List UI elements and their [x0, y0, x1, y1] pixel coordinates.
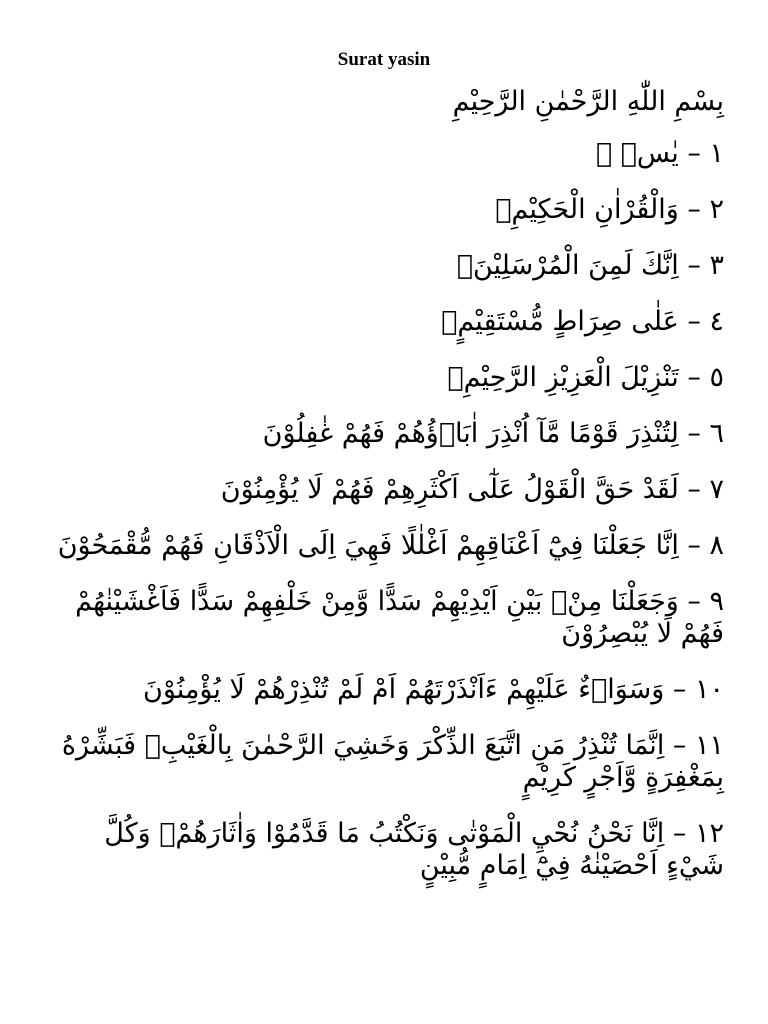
verse-12: ١٢ – اِنَّا نَحْنُ نُحْيِ الْمَوْتٰى وَنَكْتُبُ مَا قَدَّمُوْا وَاٰثَارَهُمْۗ وَكُلَّ شَيْءٍ اَحْصَيْنٰهُ فِيْٓ اِمَامٍ مُّبِيْنٍ [104, 818, 724, 881]
verse-9: ٩ – وَجَعَلْنَا مِنْۢ بَيْنِ اَيْدِيْهِمْ سَدًّا وَّمِنْ خَلْفِهِمْ سَدًّا فَاَغْشَيْنٰهُمْ فَهُمْ لَا يُبْصِرُوْنَ [75, 586, 724, 649]
verse-7: ٧ – لَقَدْ حَقَّ الْقَوْلُ عَلٰٓى اَكْثَرِهِمْ فَهُمْ لَا يُؤْمِنُوْنَ [220, 474, 724, 505]
basmala: بِسْمِ اللّٰهِ الرَّحْمٰنِ الرَّحِيْمِ [452, 86, 724, 117]
verse-1: ١ – يٰسۤ ۚ [595, 138, 724, 169]
verse-4: ٤ – عَلٰى صِرَاطٍ مُّسْتَقِيْمٍۗ [441, 306, 724, 337]
verse-5: ٥ – تَنْزِيْلَ الْعَزِيْزِ الرَّحِيْمِۙ [447, 362, 724, 393]
verse-list [44, 86, 724, 906]
verse-6: ٦ – لِتُنْذِرَ قَوْمًا مَّآ اُنْذِرَ اٰبَاۤؤُهُمْ فَهُمْ غٰفِلُوْنَ [262, 418, 724, 449]
verse-10: ١٠ – وَسَوَاۤءٌ عَلَيْهِمْ ءَاَنْذَرْتَهُمْ اَمْ لَمْ تُنْذِرْهُمْ لَا يُؤْمِنُوْنَ [143, 674, 724, 705]
verse-8: ٨ – اِنَّا جَعَلْنَا فِيْٓ اَعْنَاقِهِمْ اَغْلٰلًا فَهِيَ اِلَى الْاَذْقَانِ فَهُمْ مُّقْمَحُوْنَ [57, 530, 724, 561]
verse-2: ٢ – وَالْقُرْاٰنِ الْحَكِيْمِۙ [495, 194, 724, 225]
verse-11: ١١ – اِنَّمَا تُنْذِرُ مَنِ اتَّبَعَ الذِّكْرَ وَخَشِيَ الرَّحْمٰنَ بِالْغَيْبِۚ فَبَشِّرْهُ بِمَغْفِرَةٍ وَّاَجْرٍ كَرِيْمٍ [61, 730, 724, 793]
verse-3: ٣ – اِنَّكَ لَمِنَ الْمُرْسَلِيْنَۙ [456, 250, 724, 281]
document-title: Surat yasin [337, 49, 431, 70]
